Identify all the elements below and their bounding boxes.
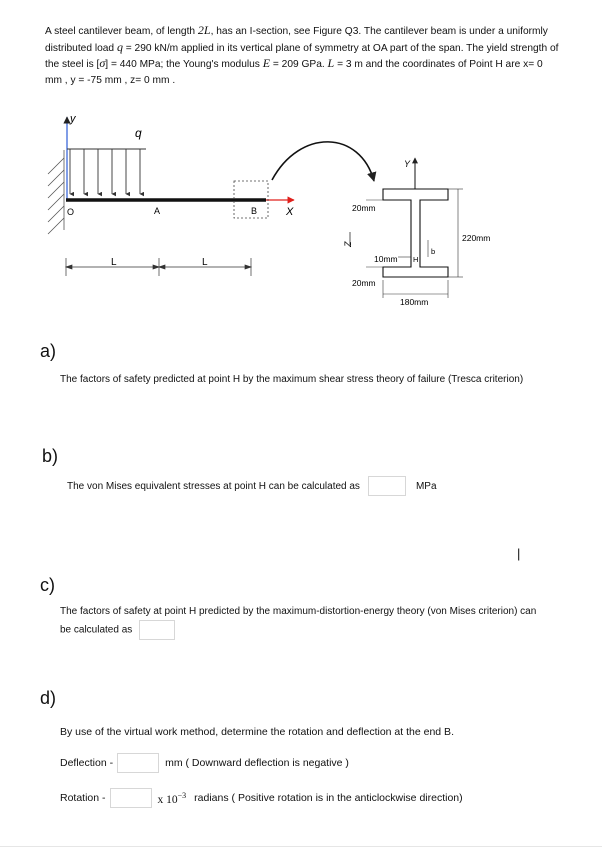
- part-b-label: b): [42, 446, 59, 466]
- problem-statement: A steel cantilever beam, of length 2L, has an I-section, see Figure Q3. The cantilever beam is under a uniformly distributed load q = 290 kN/m applied in its vertical plane of symmetry at OA part of the span. The yield strength of the steel is [σ] = 440 MPa; the Young's modulus E = 209 GPa. L = 3 m and the coordinates of Point H are x= 0 mm , y = -75 mm , z= 0 mm .: [45, 23, 559, 86]
- dim-b-label: b: [431, 247, 436, 256]
- width-label: 180mm: [400, 297, 429, 307]
- rotation-unit: radians ( Positive rotation is in the anticlockwise direction): [194, 792, 463, 804]
- section-pointer-arrow: [272, 142, 374, 181]
- y-axis-label: y: [70, 113, 76, 125]
- part-b-row: [67, 476, 437, 496]
- L-symbol: L: [327, 56, 335, 70]
- figure-q3: [0, 0, 602, 340]
- deflection-row: [60, 753, 349, 773]
- span-label-1: L: [111, 257, 117, 268]
- sigma-symbol: σ: [99, 56, 106, 70]
- part-c-question: The factors of safety at point H predicted by the maximum-distortion-energy theory (von Mises criterion) can be calculated as: [60, 604, 540, 640]
- point-H-label: H: [413, 255, 419, 264]
- part-a-label: a): [40, 341, 57, 361]
- rotation-exponent: −3: [177, 790, 187, 800]
- part-d-label: d): [40, 688, 57, 708]
- deflection-label: Deflection -: [60, 757, 114, 769]
- von-mises-stress-input[interactable]: [368, 476, 406, 496]
- section-z-label: Z: [343, 241, 353, 247]
- span-label-2: L: [202, 257, 208, 268]
- rotation-row: [60, 788, 463, 808]
- section-y-label: Y: [404, 159, 411, 169]
- part-a-question: The factors of safety predicted at point H by the maximum shear stress theory of failure (Tresca criterion): [60, 374, 524, 385]
- length-symbol: 2L: [197, 23, 211, 37]
- point-A-label: A: [154, 206, 161, 216]
- point-B-label: B: [251, 206, 258, 216]
- point-O-label: O: [67, 207, 75, 217]
- rotation-label: Rotation -: [60, 792, 106, 804]
- part-b-unit: MPa: [415, 480, 437, 492]
- deflection-unit: mm ( Downward deflection is negative ): [165, 757, 349, 769]
- rotation-input[interactable]: [110, 788, 152, 808]
- rotation-multiplier: x $10^{-3}$: [157, 790, 187, 806]
- part-d-question: By use of the virtual work method, determine the rotation and deflection at the end B.: [60, 726, 454, 738]
- deflection-input[interactable]: [117, 753, 159, 773]
- stray-mark: |: [517, 546, 521, 561]
- x-axis-label: X: [286, 206, 294, 218]
- fixed-support: [48, 150, 64, 234]
- part-c-label: c): [40, 575, 55, 595]
- load-label: q: [135, 126, 142, 140]
- flange-top-label: 20mm: [352, 203, 376, 213]
- modulus-symbol: E: [262, 56, 271, 70]
- flange-bottom-label: 20mm: [352, 278, 376, 288]
- height-label: 220mm: [462, 233, 491, 243]
- von-mises-fos-input[interactable]: [139, 620, 175, 640]
- distributed-load: [67, 149, 146, 194]
- web-label: 10mm: [374, 254, 398, 264]
- part-b-question: The von Mises equivalent stresses at point H can be calculated as: [67, 480, 360, 492]
- span-dimension: [66, 258, 251, 276]
- load-symbol: q: [116, 39, 123, 54]
- bottom-divider: [0, 846, 602, 847]
